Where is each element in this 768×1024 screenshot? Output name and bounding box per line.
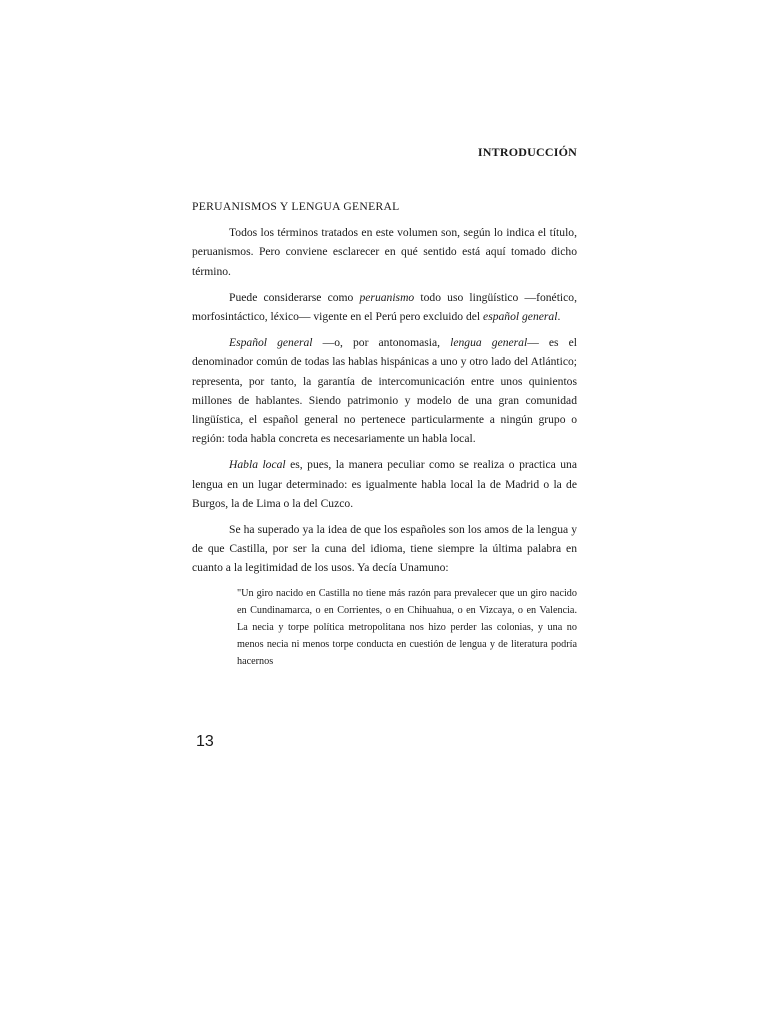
paragraph-2-text-3: . [557, 310, 561, 324]
italic-term-peruanismo: peruanismo [359, 290, 415, 304]
paragraph-1: Todos los términos tratados en este volumen son, según lo indica el título, peruanismos. Pero conviene esclarecer en qué sentido está aquí tomado dicho término. [192, 226, 577, 278]
paragraph-3-text-2: — es el denominador común de todas las hablas hispánicas a uno y otro lado del Atlántico; representa, por tanto, la garantía de intercomunicación entre unos quinientos millones de hablantes. Siendo patrimonio y modelo de una gran comunidad lingüística, el español general no pertenece particularmente a ningún grupo o región: toda habla concreta es necesariamente un habla local. [192, 336, 577, 446]
page-number: 13 [196, 733, 214, 750]
italic-term-lengua-general: lengua general [450, 336, 528, 350]
paragraph-3-text-1: —o, por antonomasia, [312, 336, 451, 350]
body-text [192, 197, 577, 671]
block-quote: "Un giro nacido en Castilla no tiene más razón para prevalecer que un giro nacido en Cundinamarca, o en Corrientes, o en Chihuahua, o en Vizcaya, o en Valencia. La necia y torpe política metropolitana nos hizo perder las colonias, y una no menos necia ni menos torpe conducta en cuestión de lengua y de literatura podría hacernos [237, 587, 577, 668]
paragraph-4-text-1: es, pues, la manera peculiar como se realiza o practica una lengua en un lugar determinado: es igualmente habla local la de Madrid o la de Burgos, la de Lima o la del Cuzco. [192, 458, 577, 510]
running-header: INTRODUCCIÓN [477, 145, 577, 159]
italic-term-espanol-general-lead: Español general [229, 336, 313, 350]
paragraph-2-text-2: todo uso lingüístico —fonético, morfosintáctico, léxico— vigente en el Perú pero excluido del [192, 290, 577, 324]
italic-term-habla-local: Habla local [229, 458, 286, 472]
paragraph-2-text-1: Puede considerarse como [229, 290, 360, 304]
paragraph-5: Se ha superado ya la idea de que los españoles son los amos de la lengua y de que Castilla, por ser la cuna del idioma, tiene siempre la última palabra en cuanto a la legitimidad de los usos. Ya decía Unamuno: [192, 523, 577, 575]
section-heading: PERUANISMOS Y LENGUA GENERAL [192, 200, 400, 213]
paragraph-2 [192, 288, 577, 326]
paragraph-3 [192, 333, 577, 448]
italic-term-espanol-general: español general [483, 310, 558, 324]
paragraph-4 [192, 455, 577, 513]
